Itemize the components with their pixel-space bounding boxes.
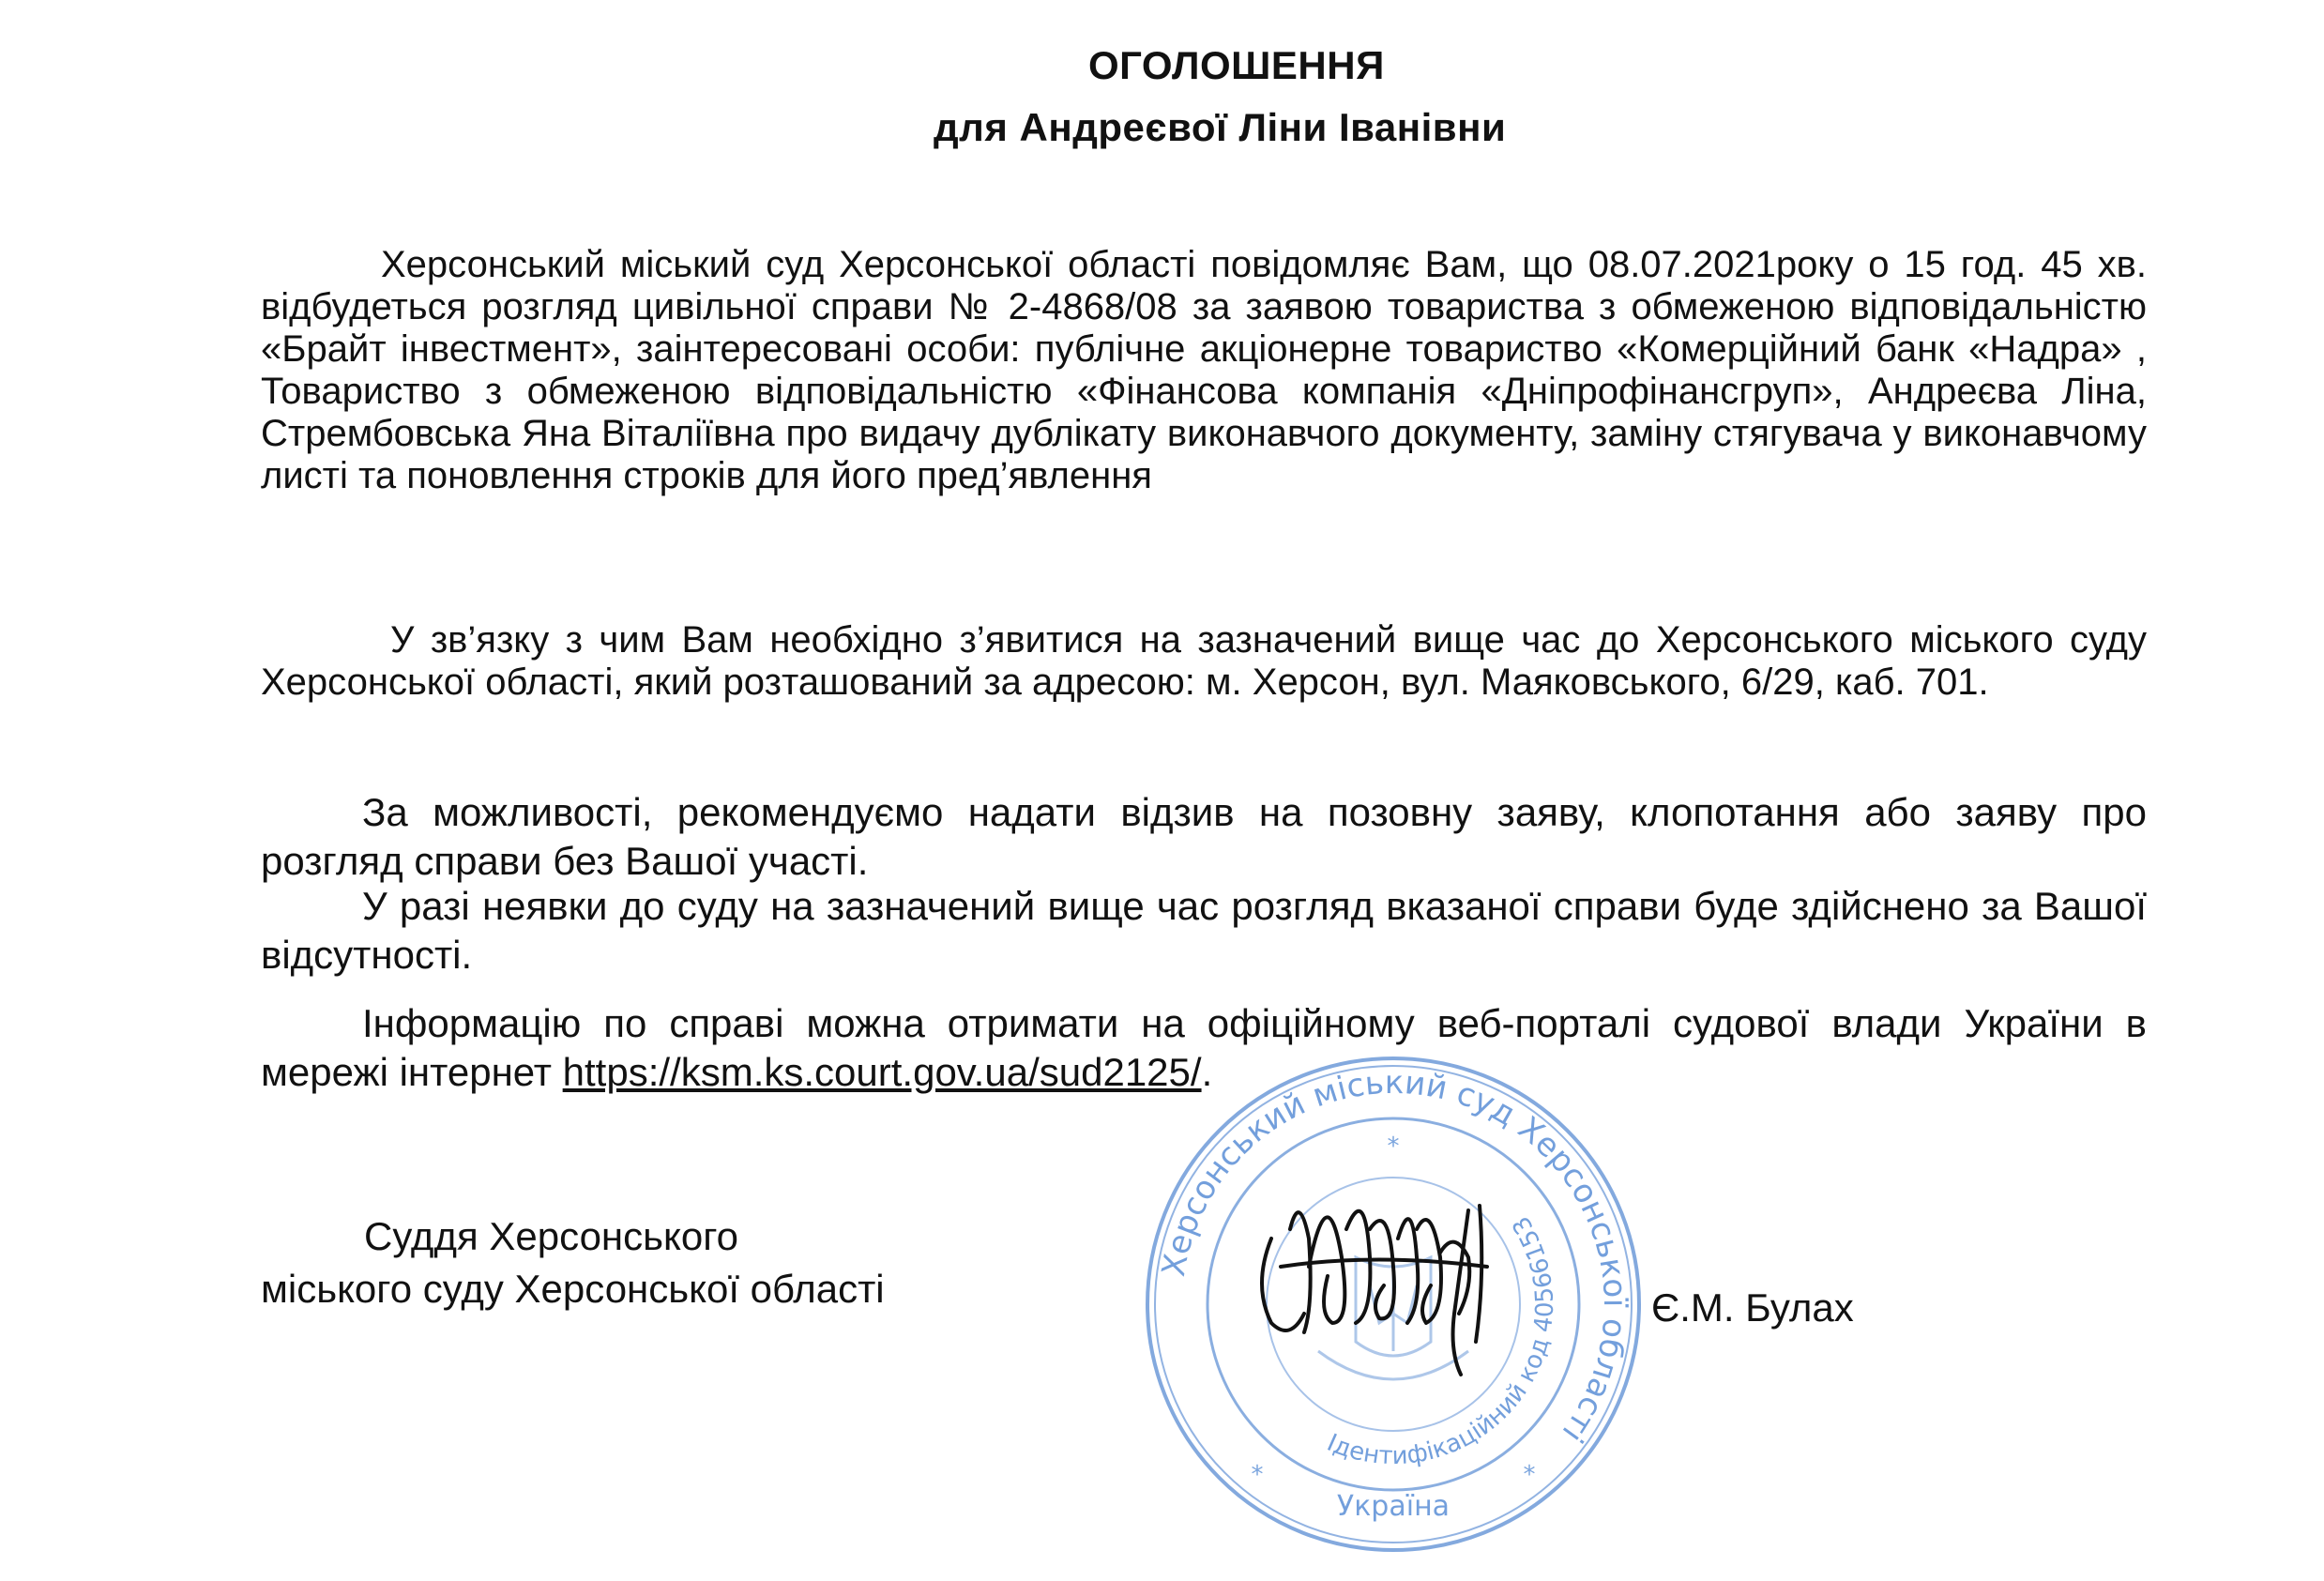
paragraph-text: У разі неявки до суду на зазначений вище час розгляд вказаної справи буде здійснено за Вашої відсутності. <box>261 884 2147 977</box>
seal-ring-textpath: Херсонський міський суд Херсонської області <box>1154 1063 1634 1450</box>
seal-star-left: * <box>1251 1461 1264 1489</box>
info-end: . <box>1201 1050 1213 1094</box>
judge-position-line2: міського суду Херсонської області <box>261 1267 885 1311</box>
seal-star-right: * <box>1523 1461 1536 1489</box>
paragraph-text: За можливості, рекомендуємо надати відзив на позовну заяву, клопотання або заяву про розгляд справи без Вашої участі. <box>261 790 2147 883</box>
signature-scribble-icon <box>1262 1206 1487 1375</box>
paragraph-appearance <box>261 619 2147 704</box>
court-portal-link[interactable]: https://ksm.ks.court.gov.ua/sud2125/ <box>562 1050 1202 1094</box>
court-seal <box>1131 1041 1656 1567</box>
judge-position <box>261 1210 885 1315</box>
info-text: Інформацію по справі можна отримати на офіційному веб-порталі судової влади України в мережі інтернет <box>261 1001 2147 1094</box>
paragraph-absence <box>261 882 2147 980</box>
paragraph-hearing-notice <box>261 244 2147 497</box>
document-title: ОГОЛОШЕННЯ <box>1088 43 1385 87</box>
judge-position-line1: Суддя Херсонського <box>364 1214 738 1258</box>
document-subtitle: для Андреєвої Ліни Іванівни <box>934 105 1507 149</box>
paragraph-recommendation <box>261 788 2147 886</box>
seal-country-text: Україна <box>1336 1490 1451 1523</box>
seal-code-textpath: Ідентифікаційний код 40566153 <box>1322 1210 1560 1471</box>
paragraph-text: У зв’язку з чим Вам необхідно з’явитися на зазначений вище час до Херсонського міського суду Херсонської області, який розташований за адресою: м. Херсон, вул. Маяковського, 6/29, каб. 701. <box>261 619 2147 703</box>
paragraph-text: Херсонський міський суд Херсонської області повідомляє Вам, що 08.07.2021року о 15 год. 45 хв. відбудеться розгляд цивільної справи № 2-4868/08 за заявою товариства з обмеженою відповідальністю «Брайт інвестмент», заінтересовані особи: публічне акціонерне товариство «Комерційний банк «Надра» , Товариство з обмеженою відповідальністю «Фінансова компанія «Дніпрофінансгруп», Андреєва Ліна, Стрембовська Яна Віталіївна про видачу дублікату виконавчого документу, заміну стягувача у виконавчому листі та поновлення строків для його пред’явлення <box>261 244 2147 496</box>
judge-name: Є.М. Булах <box>1651 1285 1854 1330</box>
seal-star-top: * <box>1387 1133 1400 1161</box>
